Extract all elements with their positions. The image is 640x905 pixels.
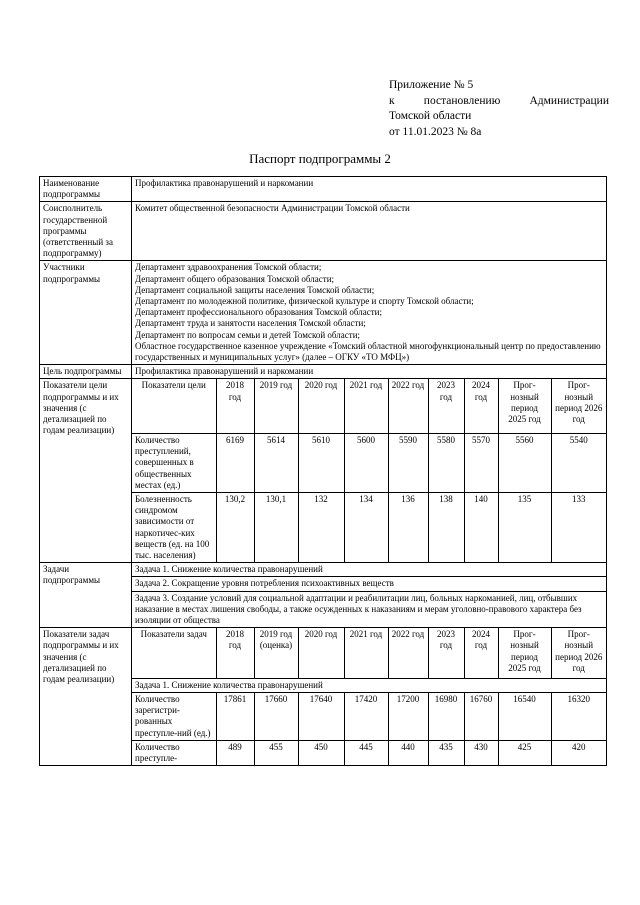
goal-header-cell: 2024 год: [464, 379, 498, 433]
task-header-cell: 2022 год: [388, 628, 428, 678]
goal-header-cell: Прог-нозный период 2026 год: [551, 379, 606, 433]
task-value-cell: 16760: [464, 692, 498, 740]
coexec-value: Комитет общественной безопасности Администрации Томской области: [132, 202, 607, 261]
goal-value-cell: 133: [551, 492, 606, 562]
goal-indicators-cell: [132, 379, 607, 563]
task-item: Задача 1. Снижение количества правонарушений: [132, 563, 606, 577]
goal-value-cell: 130,2: [216, 492, 254, 562]
task-value-cell: 16540: [498, 692, 551, 740]
goal-value-cell: 6169: [216, 433, 254, 492]
task-header-cell: Показатели задач: [132, 628, 216, 678]
goal-label: Цель подпрограммы: [40, 365, 132, 379]
goal-header-cell: 2021 год: [344, 379, 388, 433]
goal-header-cell: Прог-нозный период 2025 год: [498, 379, 551, 433]
task-value-cell: 17861: [216, 692, 254, 740]
name-value: Профилактика правонарушений и наркомании: [132, 177, 607, 202]
task-item: Задача 3. Создание условий для социальной адаптации и реабилитации лиц, больных наркоманией, лиц, отбывших наказание в местах лишения свободы, а также осужденных к наказаниям и мерам уголовно-правового характера без изоляции от общества: [135, 592, 582, 625]
task-1-caption: Задача 1. Снижение количества правонарушений: [132, 678, 606, 692]
goal-value-cell: 5540: [551, 433, 606, 492]
goal-row-crimes: [132, 433, 606, 492]
goal-indicators-table: [132, 379, 606, 562]
participant-item: Областное государственное казенное учреждение «Томский областной многофункциональный центр по предоставлению государственных и муниципальных услуг» (далее – ОГКУ «ТО МФЦ»): [135, 340, 601, 363]
goal-value-cell: 5600: [344, 433, 388, 492]
participant-item: Департамент социальной защиты населения Томской области;: [135, 284, 375, 295]
goal-value-cell: 135: [498, 492, 551, 562]
participants-list: [132, 261, 607, 365]
task-row-crimes: [132, 740, 606, 765]
goal-value: Профилактика правонарушений и наркомании: [132, 365, 607, 379]
row-goal-indicators: [40, 379, 607, 563]
goal-header-cell: 2023 год: [428, 379, 464, 433]
task-value-cell: 450: [298, 740, 344, 765]
task-header-cell: 2020 год: [298, 628, 344, 678]
appendix-line-4: от 11.01.2023 № 8а: [389, 125, 482, 138]
task-header-cell: 2019 год (оценка): [254, 628, 298, 678]
task-row-label: Количество зарегистри-рованных преступле-ний (ед.): [132, 692, 216, 740]
appendix-block: [389, 78, 609, 140]
task-header-row: [132, 628, 606, 678]
appendix-word-k: к: [389, 94, 395, 107]
goal-value-cell: 5560: [498, 433, 551, 492]
goal-row-label: Количество преступлений, совершенных в общественных местах (ед.): [132, 433, 216, 492]
name-label: Наименование подпрограммы: [40, 177, 132, 202]
goal-value-cell: 132: [298, 492, 344, 562]
appendix-line-1: Приложение № 5: [389, 79, 474, 91]
participant-item: Департамент здравоохранения Томской области;: [135, 262, 322, 273]
tasks-label: Задачи подпрограммы: [40, 563, 132, 628]
task-value-cell: 420: [551, 740, 606, 765]
task-indicators-cell: [132, 628, 607, 766]
goal-value-cell: 136: [388, 492, 428, 562]
task-value-cell: 435: [428, 740, 464, 765]
task-value-cell: 16320: [551, 692, 606, 740]
appendix-line-2: [389, 94, 609, 110]
row-name: [40, 177, 607, 202]
task-header-cell: 2018 год: [216, 628, 254, 678]
goal-header-cell: 2022 год: [388, 379, 428, 433]
goal-value-cell: 5614: [254, 433, 298, 492]
task-row-label: Количество преступле-: [132, 740, 216, 765]
participant-item: Департамент по молодежной политике, физической культуре и спорту Томской области;: [135, 296, 474, 307]
goal-header-cell: 2018 год: [216, 379, 254, 433]
goal-row-morbidity: [132, 492, 606, 562]
page-title: Паспорт подпрограммы 2: [249, 151, 391, 166]
participant-item: Департамент по вопросам семьи и детей Томской области;: [135, 329, 361, 340]
appendix-line-3: Томской области: [389, 110, 472, 122]
task-value-cell: 430: [464, 740, 498, 765]
row-participants: [40, 261, 607, 365]
task-indicators-table: [132, 628, 606, 765]
task-value-cell: 17640: [298, 692, 344, 740]
row-task-indicators: [40, 628, 607, 766]
participant-item: Департамент общего образования Томской области;: [135, 273, 335, 284]
task-item: Задача 2. Сокращение уровня потребления психоактивных веществ: [132, 577, 606, 591]
task-value-cell: 425: [498, 740, 551, 765]
goal-value-cell: 140: [464, 492, 498, 562]
goal-value-cell: 5580: [428, 433, 464, 492]
goal-header-cell: 2020 год: [298, 379, 344, 433]
participants-label: Участники подпрограммы: [40, 261, 132, 365]
task-header-cell: Прог-нозный период 2026 год: [551, 628, 606, 678]
goal-row-label: Болезненность синдромом зависимости от наркотичес-ких веществ (ед. на 100 тыс. населения): [132, 492, 216, 562]
task-header-cell: 2023 год: [428, 628, 464, 678]
goal-header-cell: Показатели цели: [132, 379, 216, 433]
task-1-row: [132, 678, 606, 692]
participant-item: Департамент труда и занятости населения Томской области;: [135, 318, 366, 329]
goal-header-row: [132, 379, 606, 433]
task-value-cell: 445: [344, 740, 388, 765]
passport-table: [39, 176, 607, 766]
task-header-cell: 2021 год: [344, 628, 388, 678]
task-value-cell: 17420: [344, 692, 388, 740]
participant-item: Департамент профессионального образования Томской области;: [135, 307, 382, 318]
goal-indicators-label: Показатели цели подпрограммы и их значения (с детализацией по годам реализации): [40, 379, 132, 563]
row-goal: [40, 365, 607, 379]
row-coexecutor: [40, 202, 607, 261]
task-row-registered: [132, 692, 606, 740]
tasks-cell: [132, 563, 607, 628]
goal-value-cell: 134: [344, 492, 388, 562]
task-header-cell: Прог-нозный период 2025 год: [498, 628, 551, 678]
task-value-cell: 17660: [254, 692, 298, 740]
task-indicators-label: Показатели задач подпрограммы и их значения (с детализацией по годам реализации): [40, 628, 132, 766]
appendix-word-administration: Администрации: [529, 94, 609, 107]
appendix-word-resolution: постановлению: [423, 94, 501, 107]
goal-header-cell: 2019 год: [254, 379, 298, 433]
coexec-label: Соисполнитель государственной программы (ответственный за подпрограмму): [40, 202, 132, 261]
goal-value-cell: 5610: [298, 433, 344, 492]
task-value-cell: 16980: [428, 692, 464, 740]
goal-value-cell: 130,1: [254, 492, 298, 562]
task-value-cell: 455: [254, 740, 298, 765]
task-value-cell: 440: [388, 740, 428, 765]
goal-value-cell: 5570: [464, 433, 498, 492]
task-value-cell: 489: [216, 740, 254, 765]
task-header-cell: 2024 год: [464, 628, 498, 678]
goal-value-cell: 5590: [388, 433, 428, 492]
row-tasks: [40, 563, 607, 628]
task-value-cell: 17200: [388, 692, 428, 740]
goal-value-cell: 138: [428, 492, 464, 562]
